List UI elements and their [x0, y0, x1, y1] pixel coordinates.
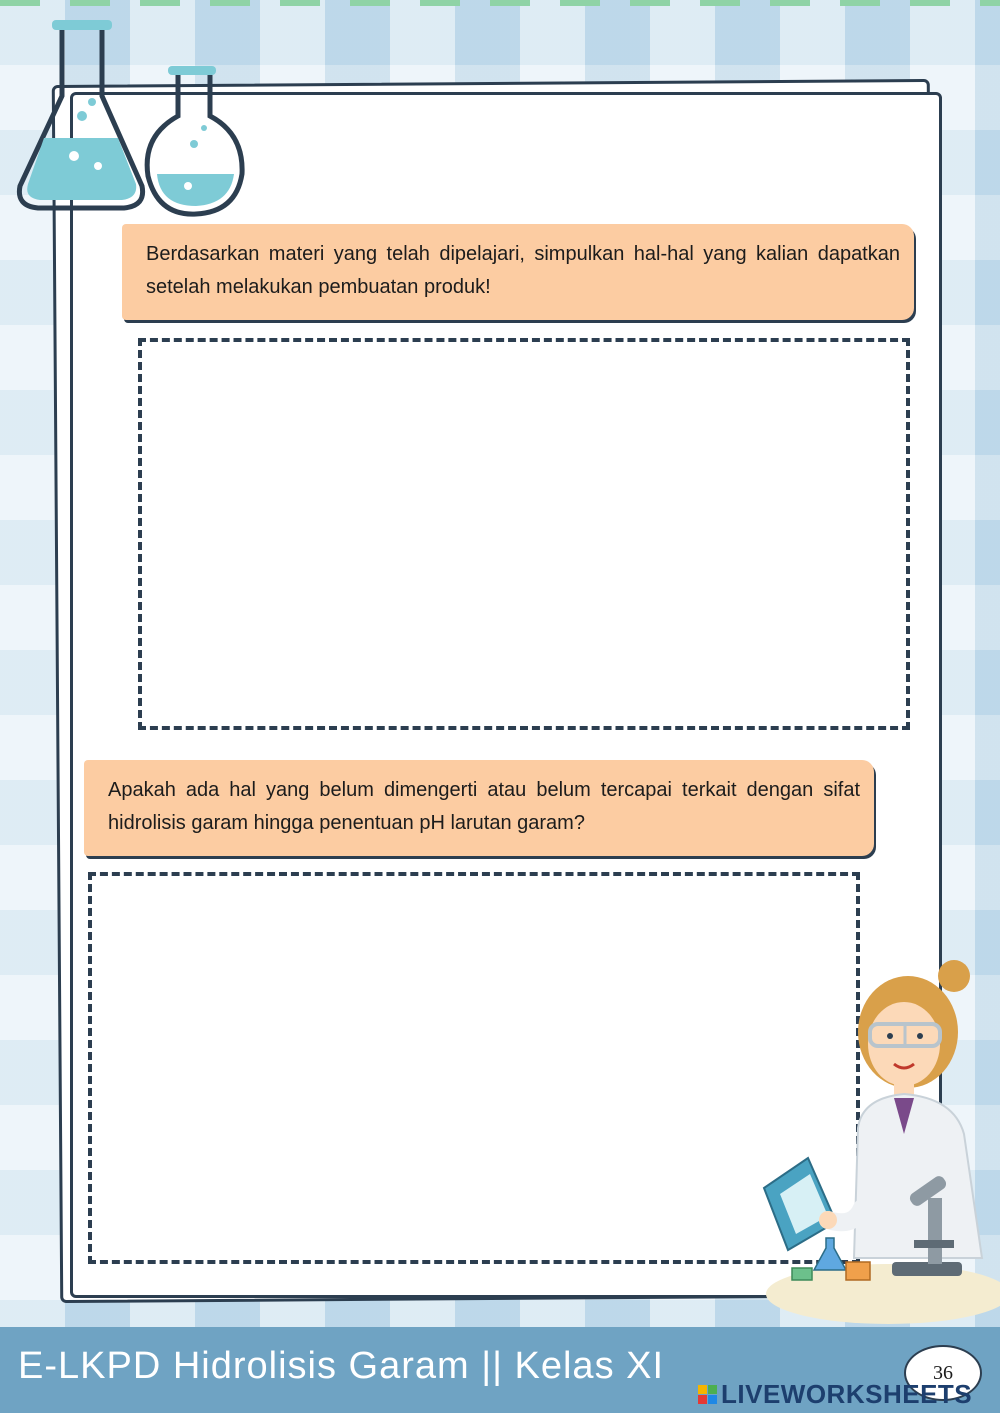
reflection-prompt-1: Berdasarkan materi yang telah dipelajari, simpulkan hal-hal yang kalian dapatkan setelah melakukan pembuatan produk!	[122, 224, 914, 320]
footer-title: E-LKPD Hidrolisis Garam || Kelas XI	[18, 1345, 665, 1387]
top-stripe	[0, 0, 1000, 6]
answer-box-2[interactable]	[88, 872, 860, 1264]
book-icon	[764, 1158, 836, 1250]
footer-bar	[0, 1327, 1000, 1413]
lab-flasks-illustration	[12, 16, 252, 221]
watermark-text: LIVEWORKSHEETS	[721, 1379, 973, 1409]
erlenmeyer-flask-icon	[19, 20, 142, 208]
answer-box-1[interactable]	[138, 338, 910, 730]
liveworksheets-logo-icon	[698, 1385, 717, 1404]
scientist-illustration	[758, 958, 1000, 1328]
reflection-prompt-2: Apakah ada hal yang belum dimengerti atau belum tercapai terkait dengan sifat hidrolisis garam hingga penentuan pH larutan garam?	[84, 760, 874, 856]
round-flask-icon	[147, 66, 242, 214]
page-number: 36	[904, 1345, 982, 1401]
liveworksheets-watermark[interactable]	[698, 1379, 972, 1410]
